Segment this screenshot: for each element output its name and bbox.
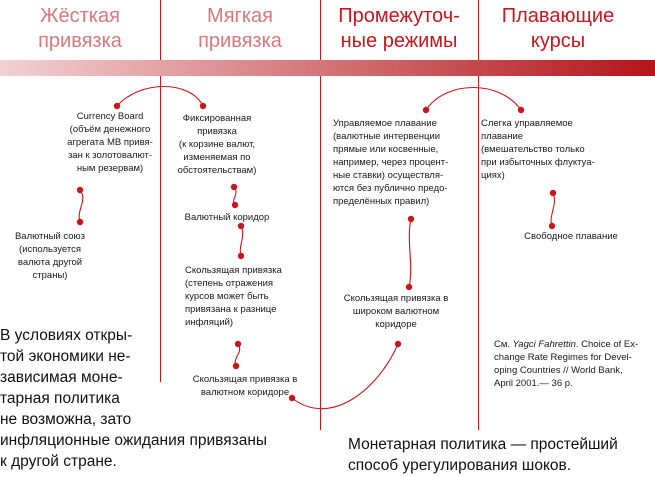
node-free-float: Свободное плавание bbox=[524, 231, 618, 242]
connector-dot bbox=[395, 341, 401, 347]
citation-author: Yagci Fahrettin bbox=[512, 339, 576, 350]
connector-dot bbox=[406, 284, 412, 290]
connector-dot bbox=[114, 103, 120, 109]
node-crawling-band: Скользящая привязка в валютном коридоре bbox=[192, 374, 298, 398]
node-currency-union: Валютный союз (используется валюта другой страны) bbox=[14, 231, 86, 281]
connector-lightly-free-float bbox=[551, 193, 554, 226]
connector-fixed-peg-corridor bbox=[234, 187, 236, 205]
connector-managed-lightly bbox=[426, 88, 521, 111]
node-currency-corridor: Валютный коридор bbox=[184, 212, 270, 223]
column-title-intermediate: Промежуточ- ные режимы bbox=[338, 5, 460, 52]
node-fixed-peg: Фиксированная привязка (к корзине валют, изменяемая по обстоятельствам) bbox=[177, 113, 257, 176]
citation-prefix: См. bbox=[494, 339, 513, 350]
note-hard-peg: В условиях откры- той экономики не- зависимая моне- тарная политика не возможна, зато инфляционные ожидания привязаны к другой стране. bbox=[0, 327, 268, 470]
connector-dot bbox=[231, 184, 237, 190]
node-lightly-managed-float: Слегка управляемое плавание (вмешательство только при избыточных флуктуа- циях) bbox=[481, 118, 595, 181]
connector-corridor-crawling-peg bbox=[240, 226, 242, 256]
node-managed-float: Управляемое плавание (валютные интервенции прямые или косвенные, например, через процент- ные ставки) осуществля- ются без публично предо- пределённых правил) bbox=[333, 118, 449, 207]
column-title-hard-peg: Жёсткая привязка bbox=[38, 5, 122, 52]
citation-rest: . Choice of Ex- change Rate Regimes for Devel- oping Countries // World Bank, April 2001.— 36 р. bbox=[494, 339, 639, 389]
node-crawling-peg: Скользящая привязка (степень отражения курсов может быть привязана к разнице инфляций) bbox=[185, 265, 282, 328]
note-floating: Монетарная политика — простейший способ урегулирования шоков. bbox=[348, 436, 618, 474]
connector-dot bbox=[408, 216, 414, 222]
connector-dot bbox=[232, 202, 238, 208]
connector-dot bbox=[423, 107, 429, 113]
connector-currency-board-currency-union bbox=[79, 190, 83, 222]
column-title-floating: Плавающие курсы bbox=[501, 5, 615, 52]
connector-dot bbox=[238, 253, 244, 259]
connector-dot bbox=[550, 190, 556, 196]
node-currency-board: Currency Board (объём денежного агрегата МВ привя- зан к золотовалют- ным резервам) bbox=[67, 111, 153, 174]
connector-dot bbox=[200, 103, 206, 109]
connector-managed-wide-band bbox=[409, 219, 411, 287]
column-title-soft-peg: Мягкая привязка bbox=[198, 5, 282, 52]
node-crawling-wide-band: Скользящая привязка в широком валютном коридоре bbox=[343, 293, 449, 330]
connector-dot bbox=[77, 219, 83, 225]
connector-dot bbox=[518, 107, 524, 113]
citation bbox=[494, 325, 646, 390]
connector-dot bbox=[77, 187, 83, 193]
connector-dot bbox=[549, 223, 555, 229]
rigidity-gradient-bar bbox=[0, 60, 655, 76]
